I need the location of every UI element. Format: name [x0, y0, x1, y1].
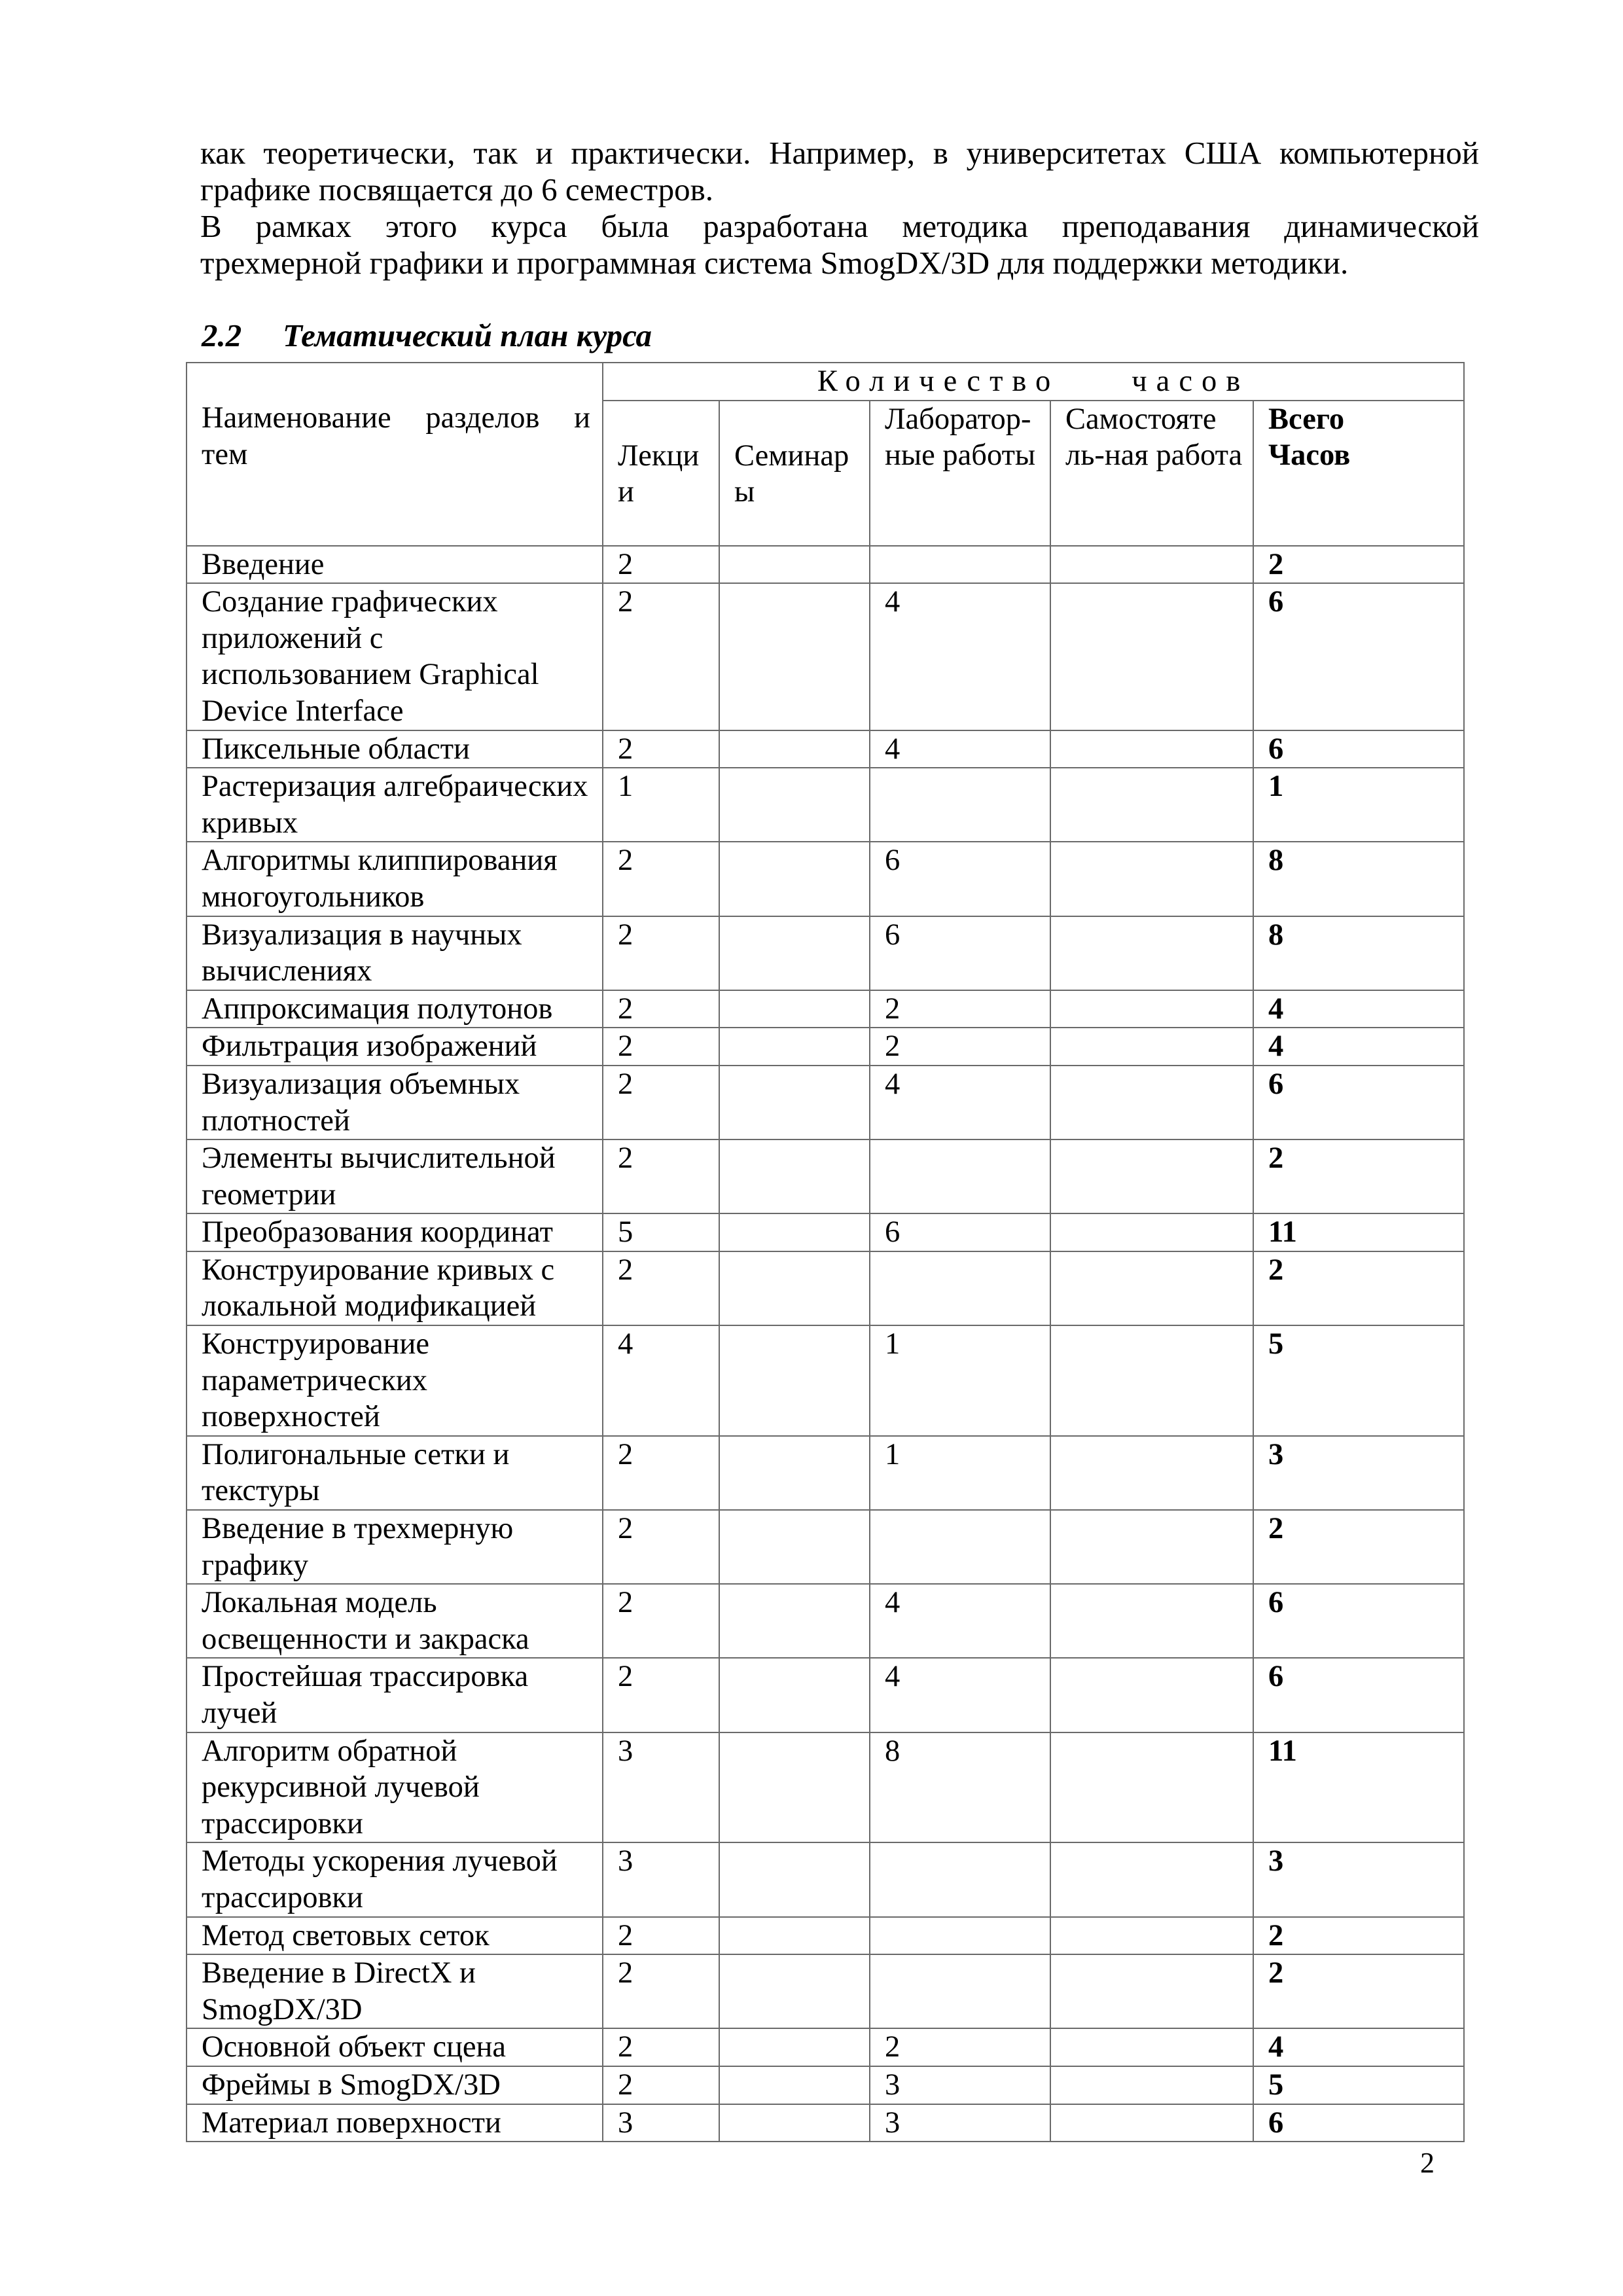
- row-seminars: [719, 546, 870, 584]
- row-lectures: 2: [603, 730, 719, 768]
- row-topic-name: Растеризация алгебраических кривых: [187, 768, 603, 842]
- row-lectures: 2: [603, 1251, 719, 1325]
- row-topic-name: Аппроксимация полутонов: [187, 990, 603, 1028]
- row-lectures: 2: [603, 1917, 719, 1955]
- table-row: [187, 1584, 1464, 1658]
- row-labs: 3: [870, 2104, 1050, 2142]
- table-row: [187, 730, 1464, 768]
- row-lectures: 3: [603, 1842, 719, 1916]
- row-self-study: [1050, 1251, 1253, 1325]
- row-labs: 6: [870, 1213, 1050, 1251]
- header-lectures: Лекции: [603, 401, 719, 546]
- table-row: [187, 1658, 1464, 1732]
- header-seminars: Семинары: [719, 401, 870, 546]
- row-seminars: [719, 1436, 870, 1510]
- row-seminars: [719, 2104, 870, 2142]
- row-total: 5: [1253, 2066, 1464, 2104]
- row-topic-name: Фильтрация изображений: [187, 1028, 603, 1066]
- row-seminars: [719, 1028, 870, 1066]
- row-lectures: 2: [603, 916, 719, 990]
- course-plan-table: [186, 362, 1465, 2142]
- row-self-study: [1050, 1325, 1253, 1436]
- table-row: [187, 1436, 1464, 1510]
- table-row: [187, 1510, 1464, 1584]
- row-seminars: [719, 1325, 870, 1436]
- row-topic-name: Методы ускорения лучевой трассировки: [187, 1842, 603, 1916]
- row-total: 6: [1253, 583, 1464, 730]
- table-row: [187, 1917, 1464, 1955]
- row-seminars: [719, 1213, 870, 1251]
- header-name-line: Наименование разделов и: [202, 401, 590, 435]
- row-total: 8: [1253, 842, 1464, 916]
- row-total: 11: [1253, 1732, 1464, 1843]
- table-row: [187, 2104, 1464, 2142]
- row-seminars: [719, 990, 870, 1028]
- row-self-study: [1050, 842, 1253, 916]
- row-seminars: [719, 1917, 870, 1955]
- row-lectures: 2: [603, 1584, 719, 1658]
- row-total: 6: [1253, 2104, 1464, 2142]
- table-row: [187, 2066, 1464, 2104]
- header-self-study: Самостояте ль-ная работа: [1050, 401, 1253, 546]
- row-seminars: [719, 583, 870, 730]
- row-seminars: [719, 1066, 870, 1139]
- section-number: 2.2: [202, 317, 242, 353]
- row-topic-name: Визуализация в научных вычислениях: [187, 916, 603, 990]
- row-seminars: [719, 730, 870, 768]
- row-self-study: [1050, 1954, 1253, 2028]
- row-lectures: 1: [603, 768, 719, 842]
- row-self-study: [1050, 2028, 1253, 2066]
- header-section-name: [187, 363, 603, 546]
- row-topic-name: Пиксельные области: [187, 730, 603, 768]
- table-row: [187, 990, 1464, 1028]
- row-self-study: [1050, 1139, 1253, 1213]
- row-total: 2: [1253, 1139, 1464, 1213]
- intro-line: В рамках этого курса была разработана методика преподавания динамической: [200, 208, 1479, 244]
- row-seminars: [719, 2066, 870, 2104]
- table-row: [187, 583, 1464, 730]
- row-labs: [870, 1917, 1050, 1955]
- row-topic-name: Введение в трехмерную графику: [187, 1510, 603, 1584]
- row-seminars: [719, 1139, 870, 1213]
- row-labs: 4: [870, 1066, 1050, 1139]
- row-topic-name: Фреймы в SmogDX/3D: [187, 2066, 603, 2104]
- row-topic-name: Основной объект сцена: [187, 2028, 603, 2066]
- row-self-study: [1050, 1658, 1253, 1732]
- row-total: 4: [1253, 2028, 1464, 2066]
- row-lectures: 2: [603, 2066, 719, 2104]
- row-topic-name: Алгоритм обратной рекурсивной лучевой трассировки: [187, 1732, 603, 1843]
- row-total: 3: [1253, 1842, 1464, 1916]
- row-self-study: [1050, 1842, 1253, 1916]
- row-labs: 4: [870, 1658, 1050, 1732]
- table-row: [187, 768, 1464, 842]
- row-lectures: 2: [603, 1028, 719, 1066]
- row-self-study: [1050, 1213, 1253, 1251]
- table-row: [187, 916, 1464, 990]
- table-row: [187, 1213, 1464, 1251]
- row-lectures: 2: [603, 1658, 719, 1732]
- row-self-study: [1050, 1028, 1253, 1066]
- row-lectures: 2: [603, 1436, 719, 1510]
- row-seminars: [719, 1732, 870, 1843]
- header-hours: [603, 363, 1464, 401]
- table-row: [187, 1325, 1464, 1436]
- row-seminars: [719, 1842, 870, 1916]
- row-lectures: 2: [603, 2028, 719, 2066]
- row-labs: 1: [870, 1325, 1050, 1436]
- row-topic-name: Метод световых сеток: [187, 1917, 603, 1955]
- row-lectures: 2: [603, 546, 719, 584]
- row-total: 2: [1253, 1251, 1464, 1325]
- row-labs: 2: [870, 2028, 1050, 2066]
- row-lectures: 2: [603, 842, 719, 916]
- row-topic-name: Локальная модель освещенности и закраска: [187, 1584, 603, 1658]
- row-lectures: 2: [603, 1954, 719, 2028]
- row-total: 6: [1253, 1658, 1464, 1732]
- row-self-study: [1050, 1436, 1253, 1510]
- table-row: [187, 1139, 1464, 1213]
- row-total: 6: [1253, 1066, 1464, 1139]
- header-hours-word: Количество: [817, 365, 1060, 398]
- table-row: [187, 842, 1464, 916]
- row-self-study: [1050, 1584, 1253, 1658]
- row-topic-name: Введение в DirectX и SmogDX/3D: [187, 1954, 603, 2028]
- header-total: Всего Часов: [1253, 401, 1464, 546]
- row-lectures: 5: [603, 1213, 719, 1251]
- row-self-study: [1050, 546, 1253, 584]
- row-total: 6: [1253, 1584, 1464, 1658]
- row-lectures: 2: [603, 583, 719, 730]
- row-seminars: [719, 1251, 870, 1325]
- row-self-study: [1050, 1510, 1253, 1584]
- row-seminars: [719, 1658, 870, 1732]
- intro-line: как теоретически, так и практически. Например, в университетах США компьютерной: [200, 135, 1479, 171]
- row-labs: [870, 1954, 1050, 2028]
- table-body: [187, 546, 1464, 2142]
- row-self-study: [1050, 916, 1253, 990]
- row-labs: 4: [870, 730, 1050, 768]
- section-title: Тематический план курса: [283, 317, 652, 353]
- intro-line: трехмерной графики и программная система SmogDX/3D для поддержки методики.: [200, 245, 1349, 281]
- row-topic-name: Простейшая трассировка лучей: [187, 1658, 603, 1732]
- row-topic-name: Конструирование параметрических поверхностей: [187, 1325, 603, 1436]
- row-labs: 3: [870, 2066, 1050, 2104]
- row-topic-name: Элементы вычислительной геометрии: [187, 1139, 603, 1213]
- row-self-study: [1050, 730, 1253, 768]
- table-row: [187, 1251, 1464, 1325]
- row-self-study: [1050, 583, 1253, 730]
- row-seminars: [719, 2028, 870, 2066]
- row-seminars: [719, 842, 870, 916]
- row-lectures: 2: [603, 990, 719, 1028]
- row-total: 6: [1253, 730, 1464, 768]
- row-lectures: 2: [603, 1066, 719, 1139]
- row-seminars: [719, 1584, 870, 1658]
- row-total: 2: [1253, 1917, 1464, 1955]
- row-topic-name: Визуализация объемных плотностей: [187, 1066, 603, 1139]
- row-lectures: 2: [603, 1139, 719, 1213]
- row-total: 2: [1253, 1510, 1464, 1584]
- row-self-study: [1050, 768, 1253, 842]
- row-labs: [870, 1251, 1050, 1325]
- row-topic-name: Алгоритмы клиппирования многоугольников: [187, 842, 603, 916]
- row-self-study: [1050, 1066, 1253, 1139]
- header-name-line: тем: [202, 437, 248, 471]
- row-total: 3: [1253, 1436, 1464, 1510]
- page-number: 2: [1420, 2147, 1435, 2179]
- intro-line: графике посвящается до 6 семестров.: [200, 171, 714, 207]
- table-row: [187, 1954, 1464, 2028]
- row-total: 2: [1253, 1954, 1464, 2028]
- row-labs: 6: [870, 842, 1050, 916]
- row-total: 4: [1253, 990, 1464, 1028]
- intro-paragraph: [200, 135, 1479, 281]
- row-topic-name: Полигональные сетки и текстуры: [187, 1436, 603, 1510]
- row-total: 1: [1253, 768, 1464, 842]
- table-row: [187, 2028, 1464, 2066]
- row-seminars: [719, 1954, 870, 2028]
- header-hours-word: часов: [1132, 365, 1250, 398]
- row-lectures: 2: [603, 1510, 719, 1584]
- row-seminars: [719, 916, 870, 990]
- row-total: 11: [1253, 1213, 1464, 1251]
- row-labs: 1: [870, 1436, 1050, 1510]
- table-row: [187, 1028, 1464, 1066]
- row-lectures: 4: [603, 1325, 719, 1436]
- row-seminars: [719, 768, 870, 842]
- row-lectures: 3: [603, 1732, 719, 1843]
- row-labs: 2: [870, 990, 1050, 1028]
- row-topic-name: Создание графических приложений с использованием Graphical Device Interface: [187, 583, 603, 730]
- row-topic-name: Преобразования координат: [187, 1213, 603, 1251]
- row-labs: [870, 1139, 1050, 1213]
- row-total: 5: [1253, 1325, 1464, 1436]
- row-labs: 4: [870, 1584, 1050, 1658]
- row-self-study: [1050, 2066, 1253, 2104]
- row-self-study: [1050, 990, 1253, 1028]
- header-labs: Лаборатор- ные работы: [870, 401, 1050, 546]
- row-total: 2: [1253, 546, 1464, 584]
- row-total: 4: [1253, 1028, 1464, 1066]
- row-labs: 4: [870, 583, 1050, 730]
- table-row: [187, 546, 1464, 584]
- row-labs: [870, 1510, 1050, 1584]
- row-self-study: [1050, 2104, 1253, 2142]
- table-row: [187, 1842, 1464, 1916]
- row-total: 8: [1253, 916, 1464, 990]
- section-heading: [202, 317, 652, 354]
- row-labs: 6: [870, 916, 1050, 990]
- row-labs: 2: [870, 1028, 1050, 1066]
- row-seminars: [719, 1510, 870, 1584]
- table-row: [187, 1732, 1464, 1843]
- row-self-study: [1050, 1732, 1253, 1843]
- row-labs: [870, 1842, 1050, 1916]
- row-labs: [870, 768, 1050, 842]
- row-lectures: 3: [603, 2104, 719, 2142]
- row-labs: 8: [870, 1732, 1050, 1843]
- row-topic-name: Материал поверхности: [187, 2104, 603, 2142]
- row-labs: [870, 546, 1050, 584]
- table-row: [187, 1066, 1464, 1139]
- row-self-study: [1050, 1917, 1253, 1955]
- row-topic-name: Введение: [187, 546, 603, 584]
- row-topic-name: Конструирование кривых с локальной модификацией: [187, 1251, 603, 1325]
